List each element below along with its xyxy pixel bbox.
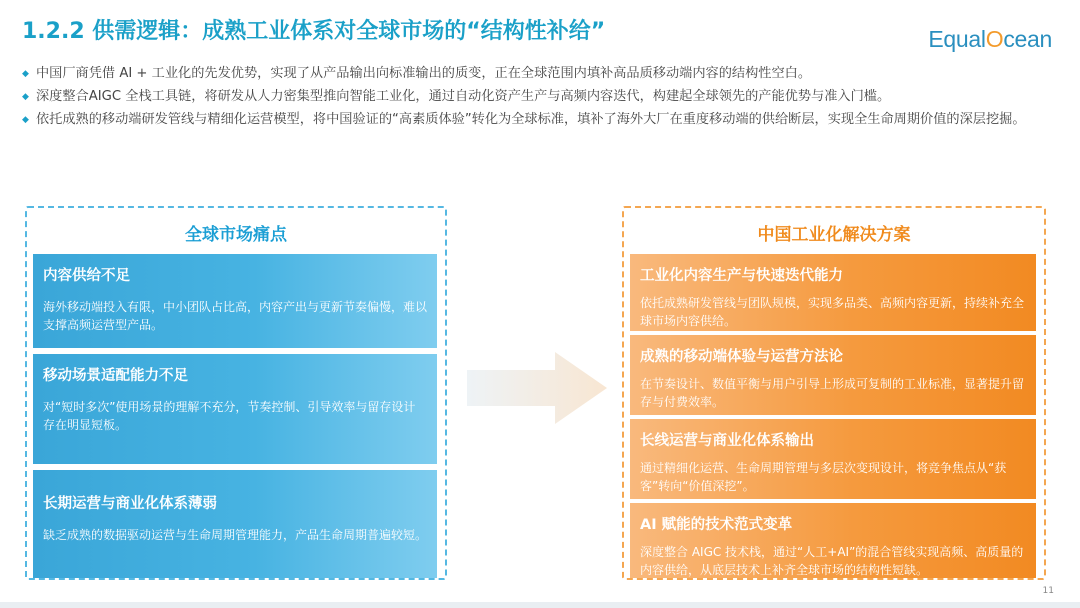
solution-card	[630, 419, 1036, 499]
pain-points-panel	[25, 206, 447, 580]
bullet-text: 深度整合AIGC 全栈工具链，将研发从人力密集型推向智能工业化，通过自动化资产生产与高频内容迭代，构建起全球领先的产能优势与准入门槛。	[36, 89, 891, 104]
card-description: 深度整合 AIGC 技术栈，通过“人工+AI”的混合管线实现高频、高质量的内容供给，从底层技术上补齐全球市场的结构性短缺。	[640, 545, 1024, 577]
solutions-title: 中国工业化解决方案	[757, 225, 911, 245]
footer-bar	[0, 602, 1080, 608]
card-title: 长线运营与商业化体系输出	[640, 433, 814, 449]
diamond-bullet-icon: ◆	[22, 92, 29, 102]
solution-card	[630, 254, 1036, 331]
pain-point-card	[33, 254, 437, 348]
solutions-panel	[622, 206, 1046, 580]
card-description: 缺乏成熟的数据驱动运营与生命周期管理能力，产品生命周期普遍较短。	[43, 528, 428, 542]
card-title: 成熟的移动端体验与运营方法论	[640, 349, 843, 365]
bullet-text: 中国厂商凭借 AI + 工业化的先发优势，实现了从产品输出向标准输出的质变，正在全球范围内填补高品质移动端内容的结构性空白。	[36, 66, 812, 81]
card-description: 海外移动端投入有限，中小团队占比高，内容产出与更新节奏偏慢，难以支撑高频运营型产品。	[43, 300, 428, 332]
logo-text-equal: Equal	[928, 26, 986, 52]
card-title: 移动场景适配能力不足	[43, 368, 188, 384]
card-description: 在节奏设计、数值平衡与用户引导上形成可复制的工业标准，显著提升留存与付费效率。	[640, 377, 1025, 409]
bullet-item	[22, 87, 1062, 107]
card-title: 工业化内容生产与快速迭代能力	[640, 268, 843, 284]
diamond-bullet-icon: ◆	[22, 69, 29, 79]
bullet-item	[22, 110, 1062, 130]
equalocean-logo	[928, 26, 1052, 53]
pain-point-card	[33, 470, 437, 578]
bullet-text: 依托成熟的移动端研发管线与精细化运营模型，将中国验证的“高素质体验”转化为全球标准，填补了海外大厂在重度移动端的供给断层，实现全生命周期价值的深层挖掘。	[36, 112, 1026, 127]
pain-points-title: 全球市场痛点	[185, 225, 287, 245]
bullet-list	[22, 64, 1062, 133]
card-description: 对“短时多次”使用场景的理解不充分，节奏控制、引导效率与留存设计存在明显短板。	[43, 400, 416, 432]
right-arrow-icon	[467, 352, 607, 424]
card-title: 长期运营与商业化体系薄弱	[43, 496, 217, 512]
solution-card	[630, 335, 1036, 415]
solution-card	[630, 503, 1036, 578]
bullet-item	[22, 64, 1062, 84]
logo-text-cean: cean	[1003, 26, 1052, 52]
pain-point-card	[33, 354, 437, 464]
diamond-bullet-icon: ◆	[22, 115, 29, 125]
logo-text-o: O	[985, 26, 1004, 52]
page-title: 1.2.2 供需逻辑：成熟工业体系对全球市场的“结构性补给”	[22, 19, 606, 44]
card-title: AI 赋能的技术范式变革	[640, 517, 793, 533]
card-description: 通过精细化运营、生命周期管理与多层次变现设计，将竞争焦点从“获客”转向“价值深挖”。	[640, 461, 1007, 493]
page-number: 11	[1042, 586, 1054, 596]
card-description: 依托成熟研发管线与团队规模，实现多品类、高频内容更新，持续补充全球市场内容供给。	[640, 296, 1025, 328]
card-title: 内容供给不足	[43, 268, 130, 284]
